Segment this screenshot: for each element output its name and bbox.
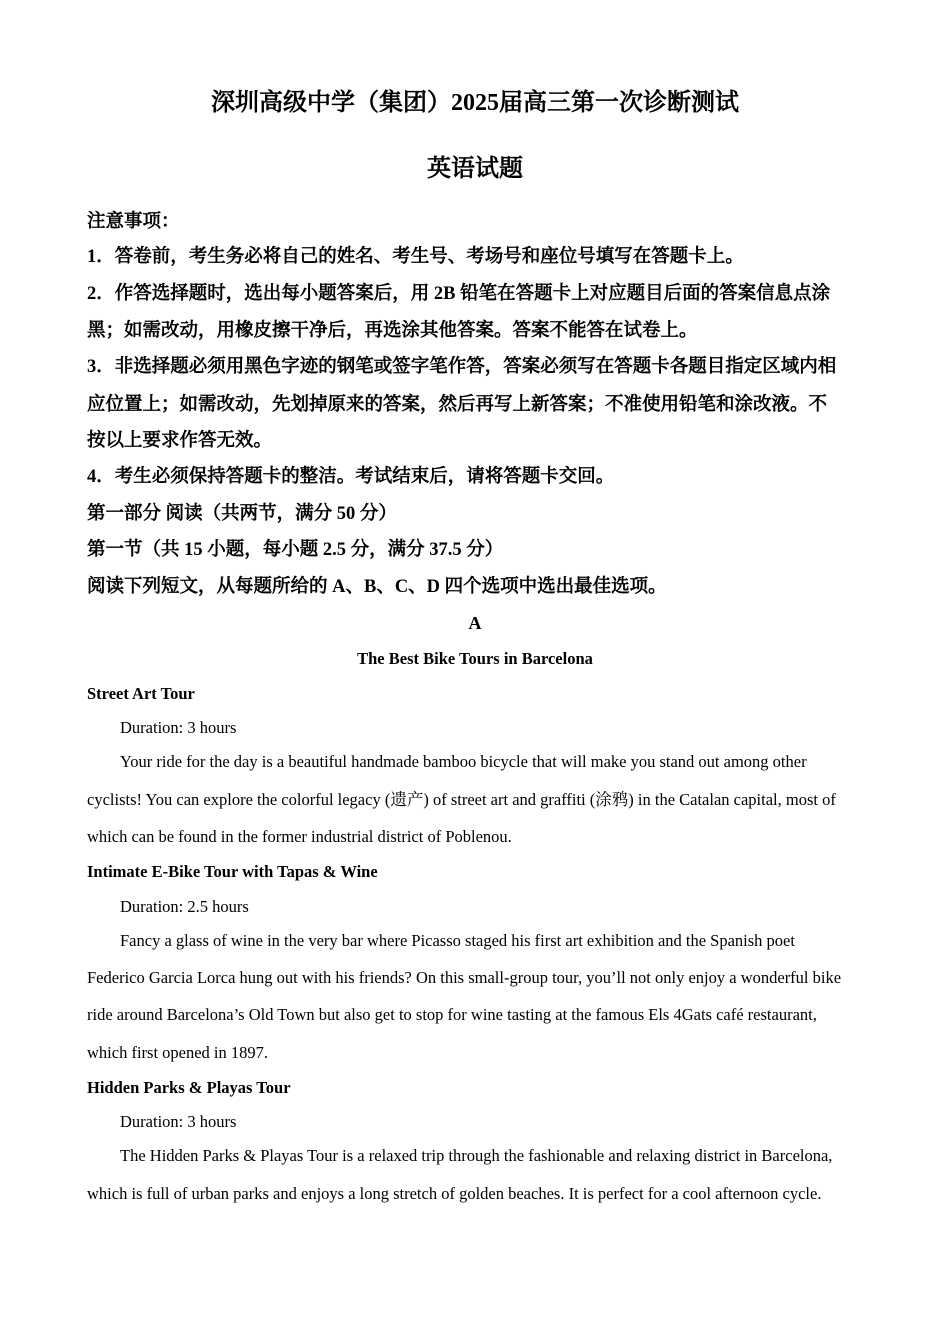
reading-instruction: 阅读下列短文，从每题所给的 A、B、C、D 四个选项中选出最佳选项。 (87, 577, 667, 597)
passage-title: The Best Bike Tours in Barcelona (357, 649, 593, 668)
tour-text-line: Your ride for the day is a beautiful handmade bamboo bicycle that will make you stand out among other (120, 752, 807, 771)
notice-line: 按以上要求作答无效。 (87, 431, 273, 451)
tour-name: Street Art Tour (87, 684, 195, 703)
part-heading: 第一部分 阅读（共两节，满分 50 分） (87, 504, 397, 524)
tour-name: Intimate E-Bike Tour with Tapas & Wine (87, 862, 378, 881)
tour-text-line: ride around Barcelona’s Old Town but also get to stop for wine tasting at the famous Els 4Gats café restaurant, (87, 1005, 817, 1024)
exam-title: 深圳高级中学（集团）2025届高三第一次诊断测试 (211, 90, 739, 116)
tour-text-line: Federico Garcia Lorca hung out with his friends? On this small-group tour, you’ll not only enjoy a wonderful bike (87, 968, 842, 987)
notice-line: 应位置上；如需改动，先划掉原来的答案，然后再写上新答案；不准使用铅笔和涂改液。不 (87, 395, 828, 415)
tour-text-line: The Hidden Parks & Playas Tour is a relaxed trip through the fashionable and relaxing district in Barcelona, (120, 1146, 833, 1165)
tour-text-line: which is full of urban parks and enjoys a long stretch of golden beaches. It is perfect for a cool afternoon cycle. (87, 1184, 822, 1203)
tour-text-line: which can be found in the former industrial district of Poblenou. (87, 827, 512, 846)
exam-subtitle: 英语试题 (427, 156, 523, 182)
tour-duration: Duration: 3 hours (120, 1112, 237, 1131)
notice-line: 3．非选择题必须用黑色字迹的钢笔或签字笔作答，答案必须写在答题卡各题目指定区域内相 (87, 357, 837, 377)
tour-text-line: Fancy a glass of wine in the very bar where Picasso staged his first art exhibition and the Spanish poet (120, 931, 795, 950)
tour-duration: Duration: 2.5 hours (120, 897, 249, 916)
section-heading: 第一节（共 15 小题，每小题 2.5 分，满分 37.5 分） (87, 540, 504, 560)
notice-line: 4．考生必须保持答题卡的整洁。考试结束后，请将答题卡交回。 (87, 467, 615, 487)
passage-label: A (468, 613, 482, 633)
notice-line: 黑；如需改动，用橡皮擦干净后，再选涂其他答案。答案不能答在试卷上。 (87, 321, 698, 341)
notice-line: 1．答卷前，考生务必将自己的姓名、考生号、考场号和座位号填写在答题卡上。 (87, 247, 744, 267)
notice-line: 2．作答选择题时，选出每小题答案后，用 2B 铅笔在答题卡上对应题目后面的答案信息点涂 (87, 284, 831, 304)
notice-heading: 注意事项： (87, 212, 180, 232)
tour-duration: Duration: 3 hours (120, 718, 237, 737)
tour-text-line: which first opened in 1897. (87, 1043, 269, 1062)
tour-text-line: cyclists! You can explore the colorful legacy (遗产) of street art and graffiti (涂鸦) in the Catalan capital, most of (87, 790, 836, 809)
tour-name: Hidden Parks & Playas Tour (87, 1078, 291, 1097)
